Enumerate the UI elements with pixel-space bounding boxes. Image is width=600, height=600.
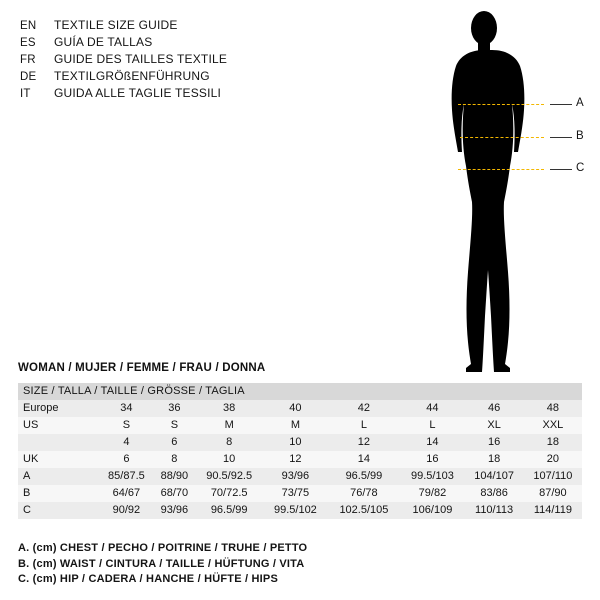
table-cell: 68/70 xyxy=(154,485,195,502)
table-cell: 96.5/99 xyxy=(195,502,264,519)
table-cell: 99.5/103 xyxy=(400,468,464,485)
table-cell: XL xyxy=(464,417,523,434)
measure-leader-c xyxy=(550,169,572,170)
measure-line-a xyxy=(458,104,544,105)
footnote-chest: A. (cm) CHEST / PECHO / POITRINE / TRUHE / PETTO xyxy=(18,542,308,554)
language-title: GUÍA DE TALLAS xyxy=(54,35,153,49)
table-cell: 90/92 xyxy=(99,502,154,519)
table-cell: 102.5/105 xyxy=(327,502,400,519)
size-table xyxy=(18,383,582,519)
language-code: EN xyxy=(20,20,37,32)
table-cell: 34 xyxy=(99,400,154,417)
table-cell: M xyxy=(195,417,264,434)
table-cell: 8 xyxy=(154,451,195,468)
table-cell: 87/90 xyxy=(524,485,582,502)
row-label: C xyxy=(18,502,99,519)
table-cell: 114/119 xyxy=(524,502,582,519)
table-cell: XXL xyxy=(524,417,582,434)
measure-line-b xyxy=(460,137,544,138)
measure-label-b: B xyxy=(576,130,584,142)
measure-label-a: A xyxy=(576,97,584,109)
table-cell: 85/87.5 xyxy=(99,468,154,485)
table-cell: 44 xyxy=(400,400,464,417)
table-row xyxy=(18,417,582,434)
table-cell: 20 xyxy=(524,451,582,468)
table-cell: 90.5/92.5 xyxy=(195,468,264,485)
table-cell: 99.5/102 xyxy=(263,502,327,519)
table-header-label: SIZE / TALLA / TAILLE / GRÖSSE / TAGLIA xyxy=(18,383,582,400)
table-cell: 16 xyxy=(464,434,523,451)
language-row xyxy=(20,68,350,85)
table-row xyxy=(18,434,582,451)
language-list xyxy=(20,17,350,102)
table-cell: 46 xyxy=(464,400,523,417)
table-cell: 16 xyxy=(400,451,464,468)
table-cell: L xyxy=(327,417,400,434)
table-cell: 6 xyxy=(99,451,154,468)
language-row xyxy=(20,34,350,51)
row-label: UK xyxy=(18,451,99,468)
table-cell: 93/96 xyxy=(263,468,327,485)
table-cell: 107/110 xyxy=(524,468,582,485)
measure-label-c: C xyxy=(576,162,585,174)
measure-leader-b xyxy=(550,137,572,138)
category-heading: WOMAN / MUJER / FEMME / FRAU / DONNA xyxy=(18,362,266,374)
language-code: FR xyxy=(20,54,36,66)
table-cell: M xyxy=(263,417,327,434)
table-cell: 18 xyxy=(524,434,582,451)
table-cell: 14 xyxy=(327,451,400,468)
table-cell: S xyxy=(154,417,195,434)
table-row xyxy=(18,400,582,417)
woman-silhouette-icon xyxy=(400,6,590,376)
measure-leader-a xyxy=(550,104,572,105)
language-title: GUIDA ALLE TAGLIE TESSILI xyxy=(54,86,222,100)
table-cell: 6 xyxy=(154,434,195,451)
table-row xyxy=(18,502,582,519)
footnote-list xyxy=(18,541,578,588)
language-row xyxy=(20,85,350,102)
woman-silhouette-figure xyxy=(400,6,590,376)
language-code: IT xyxy=(20,88,31,100)
table-cell: 40 xyxy=(263,400,327,417)
table-cell: 8 xyxy=(195,434,264,451)
footnote-hip: C. (cm) HIP / CADERA / HANCHE / HÜFTE / HIPS xyxy=(18,573,278,585)
table-cell: 83/86 xyxy=(464,485,523,502)
table-cell: 18 xyxy=(464,451,523,468)
table-cell: 110/113 xyxy=(464,502,523,519)
table-cell: 4 xyxy=(99,434,154,451)
table-cell: 73/75 xyxy=(263,485,327,502)
table-cell: 10 xyxy=(195,451,264,468)
language-code: ES xyxy=(20,37,36,49)
row-label: US xyxy=(18,417,99,434)
table-row xyxy=(18,468,582,485)
table-cell: 106/109 xyxy=(400,502,464,519)
table-cell: S xyxy=(99,417,154,434)
table-cell: 38 xyxy=(195,400,264,417)
language-code: DE xyxy=(20,71,37,83)
table-cell: 12 xyxy=(263,451,327,468)
table-cell: 42 xyxy=(327,400,400,417)
footnote-waist: B. (cm) WAIST / CINTURA / TAILLE / HÜFTUNG / VITA xyxy=(18,557,305,570)
table-row xyxy=(18,485,582,502)
table-cell: 70/72.5 xyxy=(195,485,264,502)
language-row xyxy=(20,51,350,68)
row-label: A xyxy=(18,468,99,485)
table-header-row xyxy=(18,383,582,400)
table-cell: 88/90 xyxy=(154,468,195,485)
table-cell: 14 xyxy=(400,434,464,451)
table-cell: 48 xyxy=(524,400,582,417)
language-title: GUIDE DES TAILLES TEXTILE xyxy=(54,52,228,66)
row-label: B xyxy=(18,485,99,502)
row-label: Europe xyxy=(18,400,99,417)
table-cell: L xyxy=(400,417,464,434)
language-title: TEXTILE SIZE GUIDE xyxy=(54,18,178,32)
row-label xyxy=(18,434,99,451)
measure-line-c xyxy=(458,169,544,170)
table-cell: 104/107 xyxy=(464,468,523,485)
table-cell: 12 xyxy=(327,434,400,451)
table-cell: 36 xyxy=(154,400,195,417)
table-row xyxy=(18,451,582,468)
table-cell: 64/67 xyxy=(99,485,154,502)
table-cell: 79/82 xyxy=(400,485,464,502)
table-cell: 10 xyxy=(263,434,327,451)
table-cell: 93/96 xyxy=(154,502,195,519)
language-row xyxy=(20,17,350,34)
table-cell: 96.5/99 xyxy=(327,468,400,485)
table-cell: 76/78 xyxy=(327,485,400,502)
language-title: TEXTILGRÖßENFÜHRUNG xyxy=(54,69,210,83)
